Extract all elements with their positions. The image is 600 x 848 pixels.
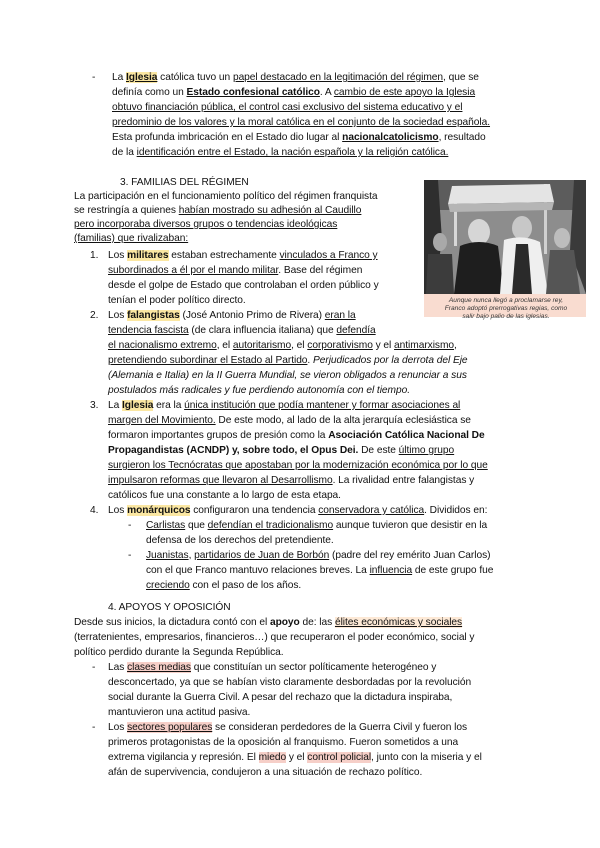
iglesia-line-6: de la identificación entre el Estado, la nación española y la religión católica. <box>112 147 449 158</box>
juanistas-line-2: con el que Franco mantuvo relaciones breves. La influencia de este grupo fue <box>146 565 494 576</box>
s3-intro-3: pero incorporaba diversos grupos o tendencias ideológicas <box>74 219 338 230</box>
juanistas-line-3: creciendo con el paso de los años. <box>146 580 302 591</box>
carlistas-line-1: Carlistas que defendían el tradicionalismo aunque tuvieron que desistir en la <box>146 520 488 531</box>
iglesia-line-1: La Iglesia católica tuvo un papel destacado en la legitimación del régimen, que se <box>112 72 479 83</box>
clases-medias-line-4: mantuvieron una actitud pasiva. <box>108 707 251 718</box>
iglesia-line-5: Esta profunda imbricación en el Estado dio lugar al nacionalcatolicismo, resultado <box>112 132 486 143</box>
s3-iglesia-line-3: formaron importantes grupos de presión como la Asociación Católica Nacional De <box>108 430 485 441</box>
militares-line-4: tenían el poder político directo. <box>108 295 246 306</box>
s3-iglesia-line-1: La Iglesia era la única institución que podía mantener y formar asociaciones al <box>108 400 461 411</box>
sub-bullet-dash: - <box>128 520 132 531</box>
clases-medias-line-1: Las clases medias que constituían un sector políticamente heterogéneo y <box>108 662 437 673</box>
clases-medias-line-3: social durante la Guerra Civil. A pesar del rechazo que la dictadura inspiraba, <box>108 692 453 703</box>
s3-iglesia-line-6: impulsaron reformas que llevaron al Desarrollismo. La rivalidad entre falangistas y <box>108 475 475 486</box>
falangistas-line-4: pretendiendo subordinar el Estado al Partido. Perjudicados por la derrota del Eje <box>108 355 468 366</box>
sectores-populares-line-3: extrema vigilancia y represión. El miedo y el control policial, junto con la miseria y el <box>108 752 482 763</box>
list-number-3: 3. <box>90 400 99 411</box>
photo-caption-3: salir bajo palio de las iglesias. <box>462 313 550 320</box>
juanistas-line-1: Juanistas, partidarios de Juan de Borbón (padre del rey emérito Juan Carlos) <box>146 550 491 561</box>
sectores-populares-line-2: primeros protagonistas de la oposición al franquismo. Fueron sometidos a una <box>108 737 459 748</box>
militares-line-3: desde el golpe de Estado que controlaban el orden público y <box>108 280 379 291</box>
falangistas-line-6: postulados más radicales y fue perdiendo autonomía con el tiempo. <box>108 385 410 396</box>
s3-intro-4: (familias) que rivalizaban: <box>74 233 189 244</box>
s4-intro-2: (terratenientes, empresarios, financieros…) que recuperaron el poder económico, social y <box>74 632 475 643</box>
bullet-dash: - <box>92 722 96 733</box>
falangistas-line-3: el nacionalismo extremo, el autoritarismo, el corporativismo y el antimarxismo, <box>108 340 457 351</box>
clases-medias-line-2: desconcertado, ya que se habían visto claramente desbordadas por la revolución <box>108 677 472 688</box>
sub-bullet-dash: - <box>128 550 132 561</box>
militares-line-1: Los militares estaban estrechamente vinculados a Franco y <box>108 250 378 261</box>
s3-iglesia-line-5: surgieron los Tecnócratas que apostaban por la modernización económica por lo que <box>108 460 488 471</box>
list-number-1: 1. <box>90 250 99 261</box>
falangistas-line-5: (Alemania e Italia) en la II Guerra Mundial, se vieron obligados a renunciar a sus <box>108 370 467 381</box>
photo-caption-2: Franco adoptó prerrogativas regias, como <box>444 305 568 312</box>
falangistas-line-2: tendencia fascista (de clara influencia italiana) que defendía <box>108 325 376 336</box>
section-3-heading: 3. FAMILIAS DEL RÉGIMEN <box>120 177 249 188</box>
list-number-2: 2. <box>90 310 99 321</box>
bullet-dash: - <box>92 72 96 83</box>
iglesia-line-4: predominio de los valores y la moral católica en el conjunto de la sociedad española. <box>112 117 491 128</box>
monarquicos-line-1: Los monárquicos configuraron una tendencia conservadora y católica. Divididos en: <box>108 505 488 516</box>
falangistas-line-1: Los falangistas (José Antonio Primo de Rivera) eran la <box>108 310 356 321</box>
s3-intro-1: La participación en el funcionamiento político del régimen franquista <box>74 191 378 202</box>
bullet-dash: - <box>92 662 96 673</box>
militares-line-2: subordinados a él por el mando militar. Base del régimen <box>108 265 363 276</box>
s3-iglesia-line-2: margen del Movimiento. De este modo, al lado de la alta jerarquía eclesiástica se <box>108 415 471 426</box>
s3-iglesia-line-7: católicos fue una constante a lo largo de esta etapa. <box>108 490 341 501</box>
s3-iglesia-line-4: Propagandistas (ACNDP) y, sobre todo, el Opus Dei. De este último grupo <box>108 445 455 456</box>
iglesia-line-2: definía como un Estado confesional católico. A cambio de este apoyo la Iglesia <box>112 87 476 98</box>
iglesia-line-3: obtuvo financiación pública, el control casi exclusivo del sistema educativo y el <box>112 102 463 113</box>
section-4-heading: 4. APOYOS Y OPOSICIÓN <box>108 602 231 613</box>
sectores-populares-line-4: afán de supervivencia, condujeron a una situación de rechazo político. <box>108 767 423 778</box>
carlistas-line-2: defensa de los derechos del pretendiente. <box>146 535 334 546</box>
photo-caption-1: Aunque nunca llegó a proclamarse rey, <box>448 297 564 304</box>
s4-intro-1: Desde sus inicios, la dictadura contó con el apoyo de: las élites económicas y sociales <box>74 617 463 628</box>
s4-intro-3: político perdido durante la Segunda República. <box>74 647 284 658</box>
sectores-populares-line-1: Los sectores populares se consideran perdedores de la Guerra Civil y fueron los <box>108 722 468 733</box>
list-number-4: 4. <box>90 505 99 516</box>
s3-intro-2: se restringía a quienes habían mostrado su adhesión al Caudillo <box>74 205 362 216</box>
